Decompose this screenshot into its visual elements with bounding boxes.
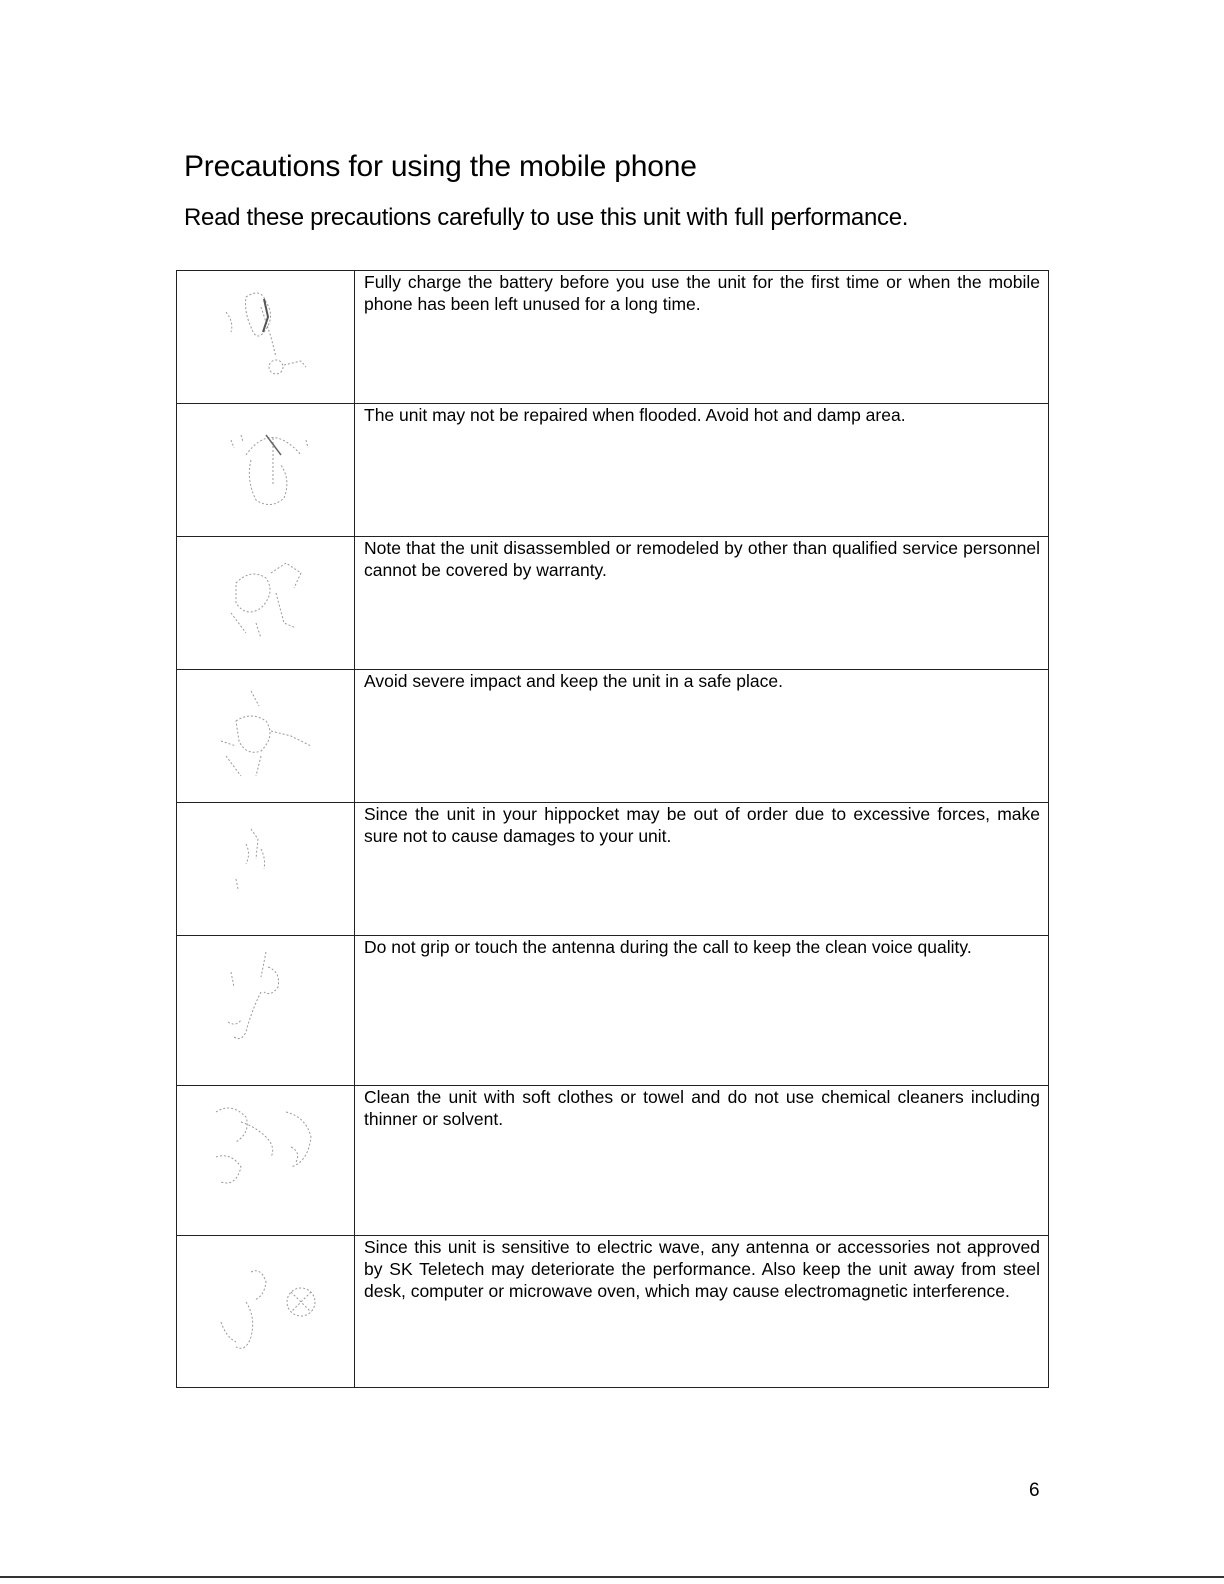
precaution-text-cell (355, 1086, 1049, 1236)
precaution-illustration-cell (177, 1236, 355, 1388)
precaution-text-cell (355, 404, 1049, 537)
precaution-text-cell (355, 670, 1049, 803)
precaution-row (177, 271, 1049, 404)
precaution-text: Clean the unit with soft clothes or towel and do not use chemical cleaners including thinner or solvent. (364, 1087, 1040, 1129)
precaution-text: Note that the unit disassembled or remodeled by other than qualified service personnel cannot be covered by warranty. (364, 538, 1040, 580)
electric-wave-illustration-icon (196, 1242, 336, 1372)
precaution-text-cell (355, 1236, 1049, 1388)
precaution-illustration-cell (177, 1086, 355, 1236)
precautions-table (176, 270, 1049, 1388)
page-subtitle: Read these precautions carefully to use this unit with full performance. (184, 204, 909, 231)
battery-charger-illustration-icon (206, 277, 326, 387)
precaution-illustration-cell (177, 936, 355, 1086)
precaution-row (177, 404, 1049, 537)
precaution-row (177, 1236, 1049, 1388)
page-number: 6 (1029, 1480, 1040, 1501)
precaution-text-cell (355, 803, 1049, 936)
disassembly-tools-illustration-icon (206, 543, 326, 653)
precaution-row (177, 670, 1049, 803)
cleaning-cloth-illustration-icon (196, 1092, 336, 1212)
hand-antenna-illustration-icon (206, 942, 326, 1062)
umbrella-rain-illustration-icon (206, 410, 326, 520)
precaution-row (177, 936, 1049, 1086)
precaution-illustration-cell (177, 404, 355, 537)
dropped-phone-illustration-icon (201, 676, 331, 791)
precaution-row (177, 537, 1049, 670)
precaution-text: The unit may not be repaired when flooded. Avoid hot and damp area. (364, 405, 906, 425)
precaution-text-cell (355, 271, 1049, 404)
precaution-illustration-cell (177, 803, 355, 936)
precaution-text: Fully charge the battery before you use the unit for the first time or when the mobile phone has been left unused for a long time. (364, 272, 1040, 314)
precaution-text-cell (355, 537, 1049, 670)
page-bottom-rule (0, 1576, 1224, 1578)
precaution-illustration-cell (177, 271, 355, 404)
precaution-row (177, 803, 1049, 936)
precaution-text: Since the unit in your hippocket may be out of order due to excessive forces, make sure not to cause damages to your unit. (364, 804, 1040, 846)
precaution-illustration-cell (177, 537, 355, 670)
page-title: Precautions for using the mobile phone (184, 150, 697, 183)
precaution-text: Do not grip or touch the antenna during the call to keep the clean voice quality. (364, 937, 972, 957)
precaution-text: Since this unit is sensitive to electric wave, any antenna or accessories not approved by SK Teletech may deteriorate the performance. Also keep the unit away from steel desk, computer or microwave oven, which may cause electromagnetic interference. (364, 1237, 1040, 1301)
precaution-text: Avoid severe impact and keep the unit in a safe place. (364, 671, 783, 691)
precaution-text-cell (355, 936, 1049, 1086)
hip-pocket-illustration-icon (206, 809, 326, 919)
precaution-row (177, 1086, 1049, 1236)
precaution-illustration-cell (177, 670, 355, 803)
